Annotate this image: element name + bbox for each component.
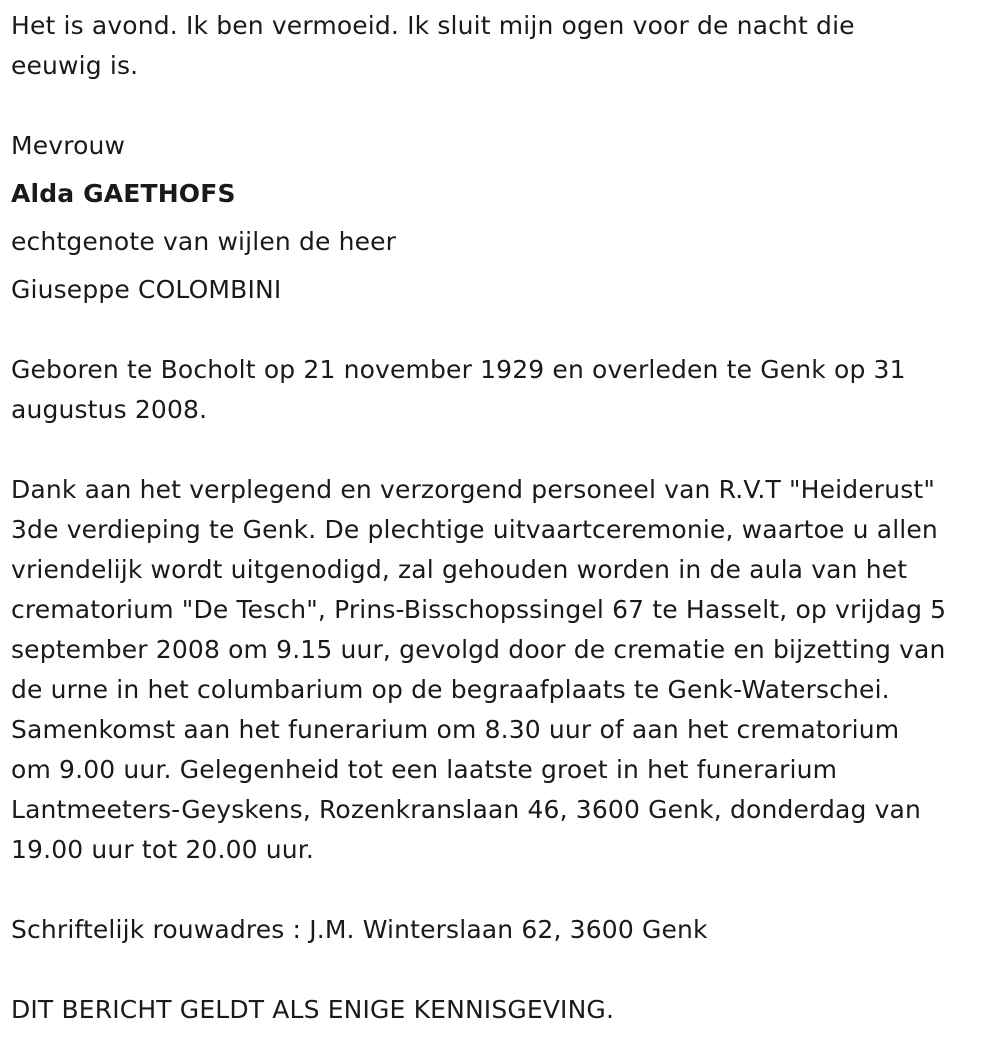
spouse-name: Giuseppe COLOMBINI bbox=[11, 275, 282, 304]
birth-death-paragraph bbox=[11, 350, 996, 430]
ceremony-line-6: de urne in het columbarium op de begraafplaats te Genk-Waterschei. bbox=[11, 675, 890, 704]
ceremony-line-3: vriendelijk wordt uitgenodigd, zal gehouden worden in de aula van het bbox=[11, 555, 908, 584]
ceremony-line-9: Lantmeeters-Geyskens, Rozenkranslaan 46, 3600 Genk, donderdag van bbox=[11, 795, 922, 824]
ceremony-line-8: om 9.00 uur. Gelegenheid tot een laatste groet in het funerarium bbox=[11, 755, 838, 784]
ceremony-line-1: Dank aan het verplegend en verzorgend personeel van R.V.T "Heiderust" bbox=[11, 475, 935, 504]
ceremony-paragraph bbox=[11, 470, 996, 870]
spacer bbox=[11, 310, 996, 350]
birth-death-line-1: Geboren te Bocholt op 21 november 1929 en overleden te Genk op 31 bbox=[11, 355, 906, 384]
ceremony-line-2: 3de verdieping te Genk. De plechtige uitvaartceremonie, waartoe u allen bbox=[11, 515, 938, 544]
ceremony-line-7: Samenkomst aan het funerarium om 8.30 uur of aan het crematorium bbox=[11, 715, 900, 744]
opening-quote bbox=[11, 6, 996, 86]
ceremony-line-5: september 2008 om 9.15 uur, gevolgd door de crematie en bijzetting van bbox=[11, 635, 946, 664]
ceremony-line-4: crematorium "De Tesch", Prins-Bisschopssingel 67 te Hasselt, op vrijdag 5 bbox=[11, 595, 947, 624]
deceased-block bbox=[11, 126, 996, 310]
spacer bbox=[11, 950, 996, 990]
deceased-title: Mevrouw bbox=[11, 131, 126, 160]
deceased-relation: echtgenote van wijlen de heer bbox=[11, 227, 397, 256]
condolence-address: Schriftelijk rouwadres : J.M. Winterslaan 62, 3600 Genk bbox=[11, 915, 708, 944]
official-notice: DIT BERICHT GELDT ALS ENIGE KENNISGEVING. bbox=[11, 995, 615, 1024]
spacer bbox=[11, 870, 996, 910]
spacer bbox=[11, 86, 996, 126]
deceased-name: Alda GAETHOFS bbox=[11, 179, 236, 208]
spacer bbox=[11, 430, 996, 470]
opening-quote-line-1: Het is avond. Ik ben vermoeid. Ik sluit mijn ogen voor de nacht die bbox=[11, 11, 855, 40]
opening-quote-line-2: eeuwig is. bbox=[11, 51, 139, 80]
ceremony-line-10: 19.00 uur tot 20.00 uur. bbox=[11, 835, 315, 864]
birth-death-line-2: augustus 2008. bbox=[11, 395, 208, 424]
obituary-document bbox=[11, 6, 996, 1030]
